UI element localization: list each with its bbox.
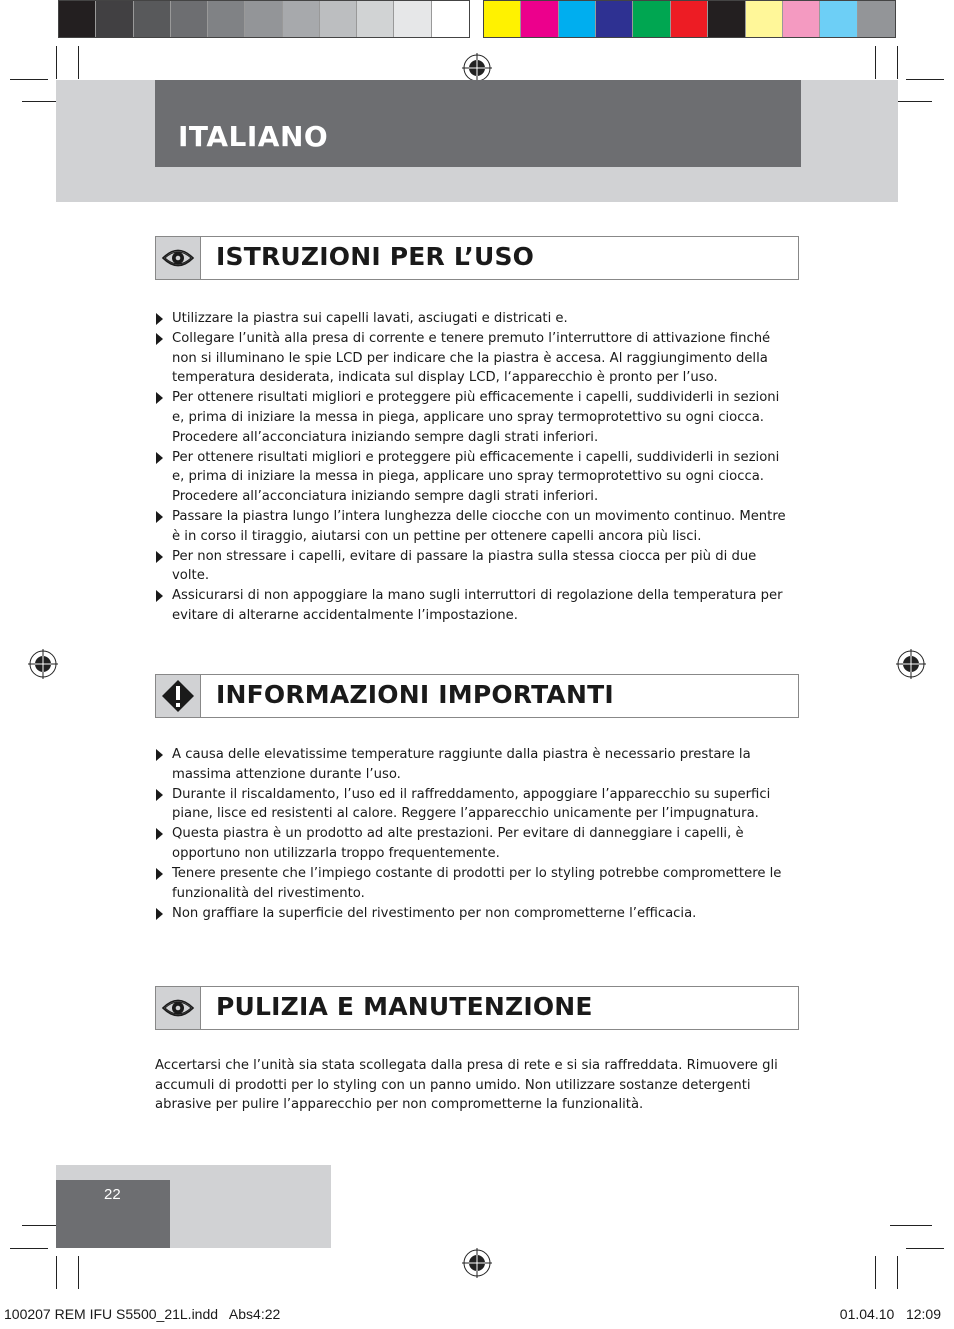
registration-mark-icon — [896, 649, 926, 679]
crop-mark — [78, 1256, 79, 1289]
crop-mark — [10, 79, 48, 80]
list-item — [155, 904, 795, 924]
bullet-arrow-icon — [156, 392, 163, 404]
registration-mark-icon — [28, 649, 58, 679]
crop-mark — [10, 1248, 48, 1249]
color-swatch — [283, 1, 320, 37]
crop-mark — [906, 79, 944, 80]
color-calibration-bar — [483, 0, 896, 38]
important-list — [155, 745, 795, 924]
page-number-box — [56, 1180, 170, 1248]
warning-icon — [156, 675, 201, 717]
list-item — [155, 586, 795, 625]
color-swatch — [559, 1, 596, 37]
bullet-arrow-icon — [156, 452, 163, 464]
crop-mark — [897, 46, 898, 79]
list-item-text: Collegare l’unità alla presa di corrente e tenere premuto l’interruttore di attivazione finché non si illuminano le spie LCD per indicare che la piastra è accesa. Al raggiungimento della temperatura desiderata, indicata sul display LCD, l‘apparecchio è pronto per l’uso. — [172, 331, 771, 386]
crop-mark — [897, 1256, 898, 1289]
bullet-arrow-icon — [156, 313, 163, 325]
color-swatch — [820, 1, 857, 37]
list-item — [155, 329, 795, 388]
eye-icon — [156, 987, 201, 1029]
list-item-text: Passare la piastra lungo l’intera lunghezza delle ciocche con un movimento continuo. Mentre è in corso il tiraggio, aiutarsi con un pettine per ottenere capelli ancora più lisci. — [172, 508, 786, 544]
section-heading-important — [155, 674, 799, 718]
color-swatch — [208, 1, 245, 37]
color-swatch — [596, 1, 633, 37]
color-swatch — [357, 1, 394, 37]
list-item-text: Utilizzare la piastra sui capelli lavati, asciugati e districati e. — [172, 311, 568, 326]
registration-mark-icon — [462, 1248, 492, 1278]
crop-mark — [875, 46, 876, 79]
gray-calibration-bar — [58, 0, 470, 38]
list-item — [155, 388, 795, 447]
color-swatch — [394, 1, 431, 37]
bullet-arrow-icon — [156, 789, 163, 801]
bullet-arrow-icon — [156, 828, 163, 840]
bullet-arrow-icon — [156, 590, 163, 602]
bullet-arrow-icon — [156, 749, 163, 761]
date-slug: 01.04.10 12:09 — [839, 1306, 941, 1322]
section-title: PULIZIA E MANUTENZIONE — [216, 992, 593, 1021]
list-item-text: Assicurarsi di non appoggiare la mano sugli interruttori di regolazione della temperatura per evitare di alterarne accidentalmente l’impostazione. — [172, 588, 783, 623]
list-item-text: Per ottenere risultati migliori e proteggere più efficacemente i capelli, suddividerli in sezioni e, prima di iniziare la messa in piega, applicare uno spray termoprotettivo su ogni ciocca. Procedere all’acconciatura iniziando sempre dagli strati inferiori. — [172, 449, 780, 504]
crop-mark — [890, 1225, 932, 1226]
crop-mark — [875, 1256, 876, 1289]
color-swatch — [858, 1, 895, 37]
section-heading-cleaning — [155, 986, 799, 1030]
color-swatch — [708, 1, 745, 37]
color-swatch — [746, 1, 783, 37]
page-number: 22 — [104, 1186, 121, 1203]
bullet-arrow-icon — [156, 551, 163, 563]
list-item-text: Durante il riscaldamento, l’uso ed il raffreddamento, appoggiare l’apparecchio su superfici piane, lisce ed resistenti al calore. Reggere l’apparecchio unicamente per l’impugnatura. — [172, 786, 771, 822]
crop-mark — [56, 46, 57, 79]
bullet-arrow-icon — [156, 511, 163, 523]
color-swatch — [484, 1, 521, 37]
language-header — [155, 80, 801, 167]
list-item — [155, 448, 795, 507]
list-item — [155, 547, 795, 586]
color-swatch — [59, 1, 96, 37]
color-swatch — [521, 1, 558, 37]
list-item-text: Non graffiare la superficie del rivestimento per non comprometterne l’efficacia. — [172, 905, 697, 921]
color-swatch — [633, 1, 670, 37]
section-title: INFORMAZIONI IMPORTANTI — [216, 680, 614, 709]
color-swatch — [320, 1, 357, 37]
color-swatch — [134, 1, 171, 37]
list-item-text: A causa delle elevatissime temperature raggiunte dalla piastra è necessario prestare la massima attenzione durante l’uso. — [172, 747, 751, 782]
list-item-text: Questa piastra è un prodotto ad alte prestazioni. Per evitare di danneggiare i capelli, è opportuno non utilizzarla troppo frequentemente. — [172, 826, 744, 861]
color-swatch — [171, 1, 208, 37]
color-swatch — [245, 1, 282, 37]
bullet-arrow-icon — [156, 333, 163, 345]
instructions-list — [155, 309, 795, 626]
crop-mark — [78, 46, 79, 79]
eye-icon — [156, 237, 201, 279]
crop-mark — [56, 1256, 57, 1289]
color-swatch — [96, 1, 133, 37]
list-item — [155, 864, 795, 903]
bullet-arrow-icon — [156, 908, 163, 920]
section-heading-instructions — [155, 236, 799, 280]
list-item — [155, 785, 795, 824]
list-item-text: Tenere presente che l’impiego costante di prodotti per lo styling potrebbe compromettere le funzionalità del rivestimento. — [172, 866, 782, 901]
crop-mark — [906, 1248, 944, 1249]
list-item-text: Per non stressare i capelli, evitare di passare la piastra sulla stessa ciocca per più di due volte. — [172, 548, 757, 584]
list-item — [155, 745, 795, 784]
section-title: ISTRUZIONI PER L’USO — [216, 242, 535, 271]
color-swatch — [432, 1, 469, 37]
color-swatch — [671, 1, 708, 37]
list-item — [155, 309, 795, 329]
file-slug: 100207 REM IFU S5500_21L.indd Abs4:22 — [4, 1306, 281, 1322]
registration-mark-icon — [462, 53, 492, 83]
language-title: ITALIANO — [178, 120, 329, 153]
list-item-text: Per ottenere risultati migliori e proteggere più efficacemente i capelli, suddividerli in sezioni e, prima di iniziare la messa in piega, applicare uno spray termoprotettivo su ogni ciocca. Procedere all’acconciatura iniziando sempre dagli strati inferiori. — [172, 390, 780, 445]
cleaning-paragraph: Accertarsi che l’unità sia stata scollegata dalla presa di rete e si sia raffreddata. Rimuovere gli accumuli di prodotti per lo styling con un panno umido. Non utilizzare sostanze detergenti abrasive per pulire l’apparecchio per non comprometterne la funzionalità. — [155, 1058, 778, 1113]
color-swatch — [783, 1, 820, 37]
list-item — [155, 507, 795, 546]
list-item — [155, 824, 795, 863]
bullet-arrow-icon — [156, 868, 163, 880]
